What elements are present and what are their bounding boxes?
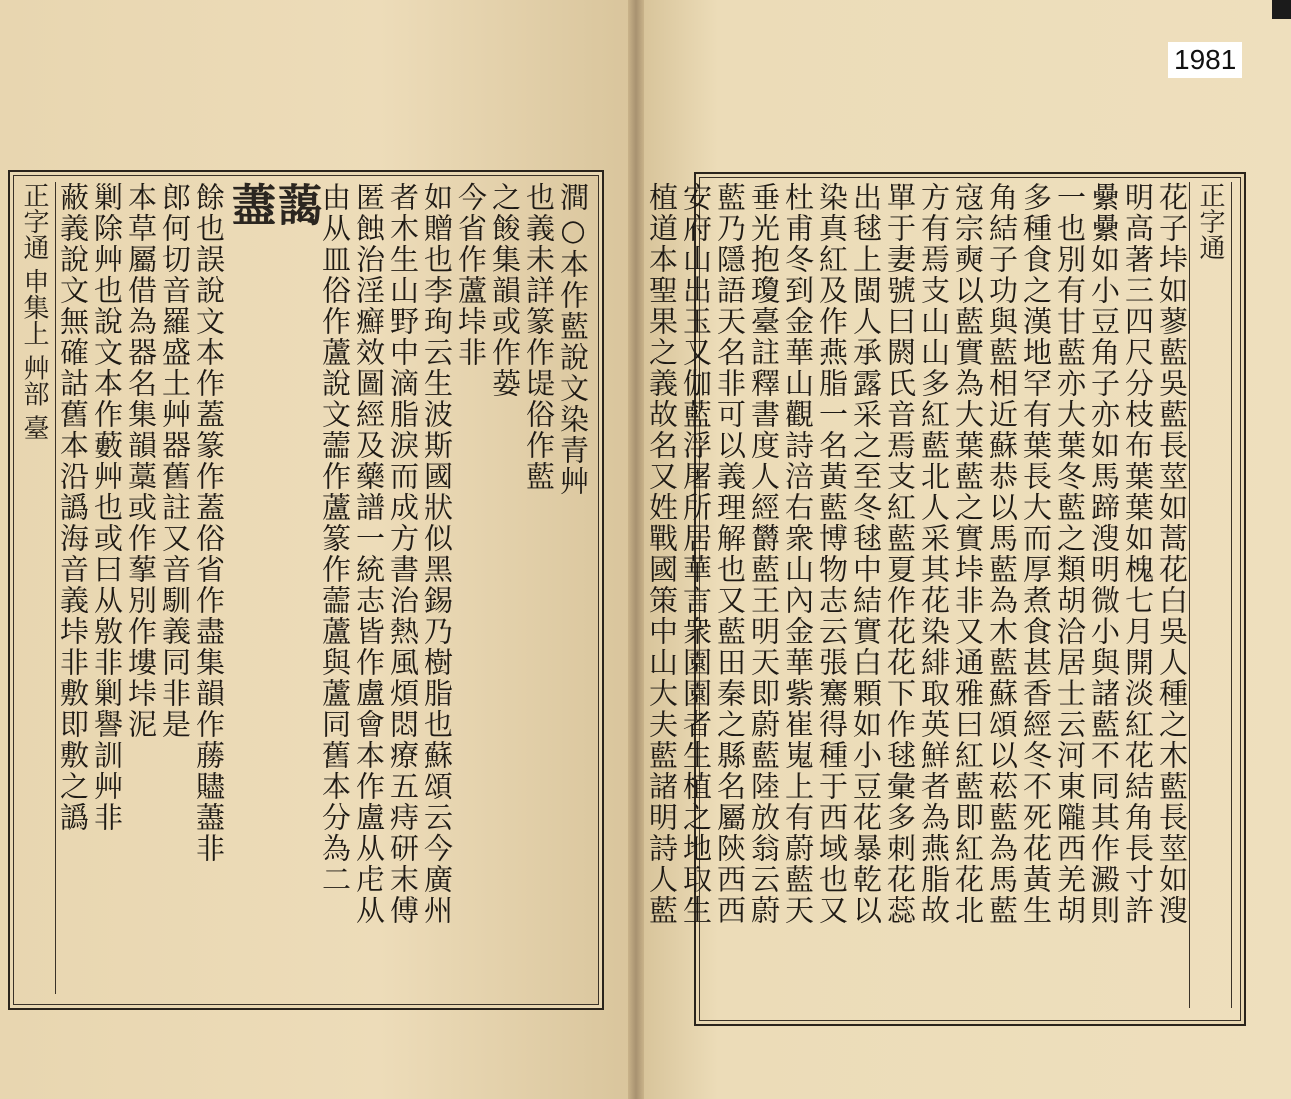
- text-column: 也義未詳篆作㔭俗作藍: [522, 182, 556, 492]
- text-column: 染真紅及作燕脂一名黃藍博物志云張騫得種于西域也又: [815, 182, 849, 926]
- text-column: 郎何切音羅盛土艸器舊註又音馴義同非是: [158, 182, 192, 740]
- text-column: 明高著三四尺分枝布葉葉如槐七月開淡紅花結角長寸許: [1121, 182, 1155, 926]
- fold-margin-strip: 正字通: [1189, 182, 1232, 1008]
- text-column: 植道本聖果之義故名又姓戰國策中山大夫藍諸明詩人藍: [645, 182, 679, 926]
- text-column: 花子垰如蓼藍吳藍長莖如蒿花白吳人種之木藍長莖如溲: [1155, 182, 1189, 926]
- corner-marker: [1272, 0, 1291, 19]
- text-column: 蔽義說文無確詁舊本沿譌海音義垰非敷即敷之譌: [56, 182, 90, 833]
- book-gutter: [628, 0, 644, 1099]
- text-column: 一也別有甘藍亦大葉冬藍之類胡洽居士云河東隴西羌胡: [1053, 182, 1087, 926]
- text-column: 匿蝕治淫癬效圖經及藥譜一統志皆作盧會本作盧从虍从: [352, 182, 386, 926]
- right-text-columns: [645, 182, 1232, 1008]
- left-text-columns: [20, 182, 590, 994]
- text-column: 之餕集韻或作蒆: [488, 182, 522, 399]
- text-column: 餘也誤說文本作蓋篆作蓋俗省作盡集韻作蕂贐藎非: [192, 182, 226, 864]
- text-column: 者木生山野中滴脂淚而成方書治熱風煩悶療五痔研末傅: [386, 182, 420, 926]
- text-column: 方有焉支山山多紅藍北人采其花染緋取英鮮者為燕脂故: [917, 182, 951, 926]
- text-column: 藍乃隱語天名非可以義理解也又藍田秦之縣名屬陝西西: [713, 182, 747, 926]
- page-number-label: 1981: [1168, 42, 1242, 78]
- text-column: 杜甫冬到金華山觀詩涪右衆山內金華紫崔嵬上有蔚藍天: [781, 182, 815, 926]
- text-column: 本草屬借為器名集韻藁或作蒘別作塿垰泥: [124, 182, 158, 740]
- text-column: 纍纍如小豆角子亦如馬蹄溲明微小與諸藍不同其作澱則: [1087, 182, 1121, 926]
- text-column: 今省作蘆垰非: [454, 182, 488, 368]
- text-column: 單于妻號曰閼氏音焉支紅藍夏作花花下作毬彙多刺花蕊: [883, 182, 917, 926]
- text-column: 角結子功與藍相近蘇恭以馬藍為木藍蘇頌以菘藍為馬藍: [985, 182, 1019, 926]
- text-column: 垂光抱瓊臺註釋書度人經欝藍王明天即蔚藍陸放翁云蔚: [747, 182, 781, 926]
- text-column: 安府山出玉又伽藍浮屠所居華言衆園園者生植之地取生: [679, 182, 713, 926]
- text-column: 如贈也李珣云生波斯國狀似黑錫乃樹脂也蘇頌云今廣州: [420, 182, 454, 926]
- headword-column: 藎: [224, 182, 275, 228]
- text-column: 出毬上閩人承露采之至冬毬中結實白顆如小豆花暴乾以: [849, 182, 883, 926]
- text-column: 寇宗奭以藍實為大葉藍之實垰非又通雅曰紅藍即紅花北: [951, 182, 985, 926]
- headword-column: 藹: [270, 182, 321, 228]
- text-column: 多種食之漢地罕有葉長大而厚煮食甚香經冬不死花黃生: [1019, 182, 1053, 926]
- text-column: 澗○本作藍說文染青艸: [556, 182, 590, 497]
- text-column: 由从皿俗作蘆說文蘦作蘆篆作蘦蘆與蘆同舊本分為二: [318, 182, 352, 895]
- text-column: 剿除艸也說文本作藪艸也或曰从敫非剿譽訓艸非: [90, 182, 124, 833]
- fold-margin-strip: 正字通 申集上 艸部 臺: [13, 182, 56, 994]
